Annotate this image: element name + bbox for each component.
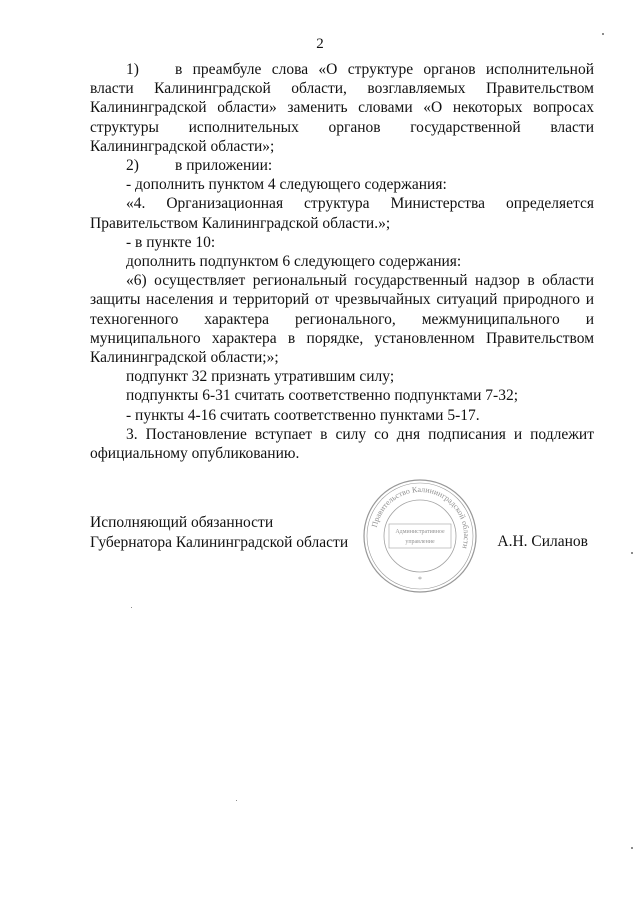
paragraph-item-1 — [90, 60, 594, 156]
paragraph: - дополнить пунктом 4 следующего содержания: — [126, 176, 447, 194]
item-number: 1) — [126, 61, 139, 78]
page-number: 2 — [316, 36, 324, 52]
scan-speck — [631, 552, 633, 554]
paragraph: 3. Постановление вступает в силу со дня подписания и подлежит официальному опубликованию. — [90, 425, 594, 463]
signatory-title — [90, 513, 348, 552]
paragraph: - пункты 4-16 считать соответственно пунктами 5-17. — [126, 406, 480, 424]
paragraph: «4. Организационная структура Министерства определяется Правительством Калининградской области.»; — [90, 195, 594, 232]
paragraph: подпункты 6-31 считать соответственно подпунктами 7-32; — [126, 387, 519, 405]
scan-speck — [131, 607, 132, 608]
scan-speck — [236, 800, 237, 801]
item-number: 2) — [126, 157, 139, 175]
signatory-name: А.Н. Силанов — [497, 533, 588, 550]
paragraph: подпункт 32 признать утратившим силу; — [126, 368, 395, 386]
document-body — [90, 60, 594, 463]
scan-speck — [602, 33, 604, 35]
stamp-center-line-2: управление — [405, 539, 435, 545]
stamp-star-icon: * — [418, 575, 422, 584]
stamp-center-line-1: Административное — [395, 529, 445, 535]
stamp-ring-text: Правительство Калининградской области — [369, 484, 472, 550]
signatory-title-line: Губернатора Калининградской области — [90, 533, 349, 551]
paragraph: - в пункте 10: — [126, 233, 216, 251]
scan-speck — [631, 847, 633, 849]
paragraph: дополнить подпунктом 6 следующего содержания: — [126, 253, 462, 271]
paragraph-item-2 — [90, 156, 594, 175]
signatory-title-line: Исполняющий обязанности — [90, 514, 274, 531]
paragraph: «6) осуществляет региональный государственный надзор в области защиты населения и территорий от чрезвычайных ситуаций природного и техногенного характера регионального, межмуниципального и муниципального характера в порядке, установленном Правительством Калининградской области;»; — [90, 272, 594, 367]
item-text: в приложении: — [175, 157, 273, 175]
signature-block — [90, 513, 594, 613]
item-text: в преамбуле слова «О структуре органов исполнительной власти Калининградской области, возглавляемых Правительством Калининградской области» заменить словами «О некоторых вопросах структуры исполнительных органов государственной власти Калининградской области»; — [90, 61, 594, 155]
